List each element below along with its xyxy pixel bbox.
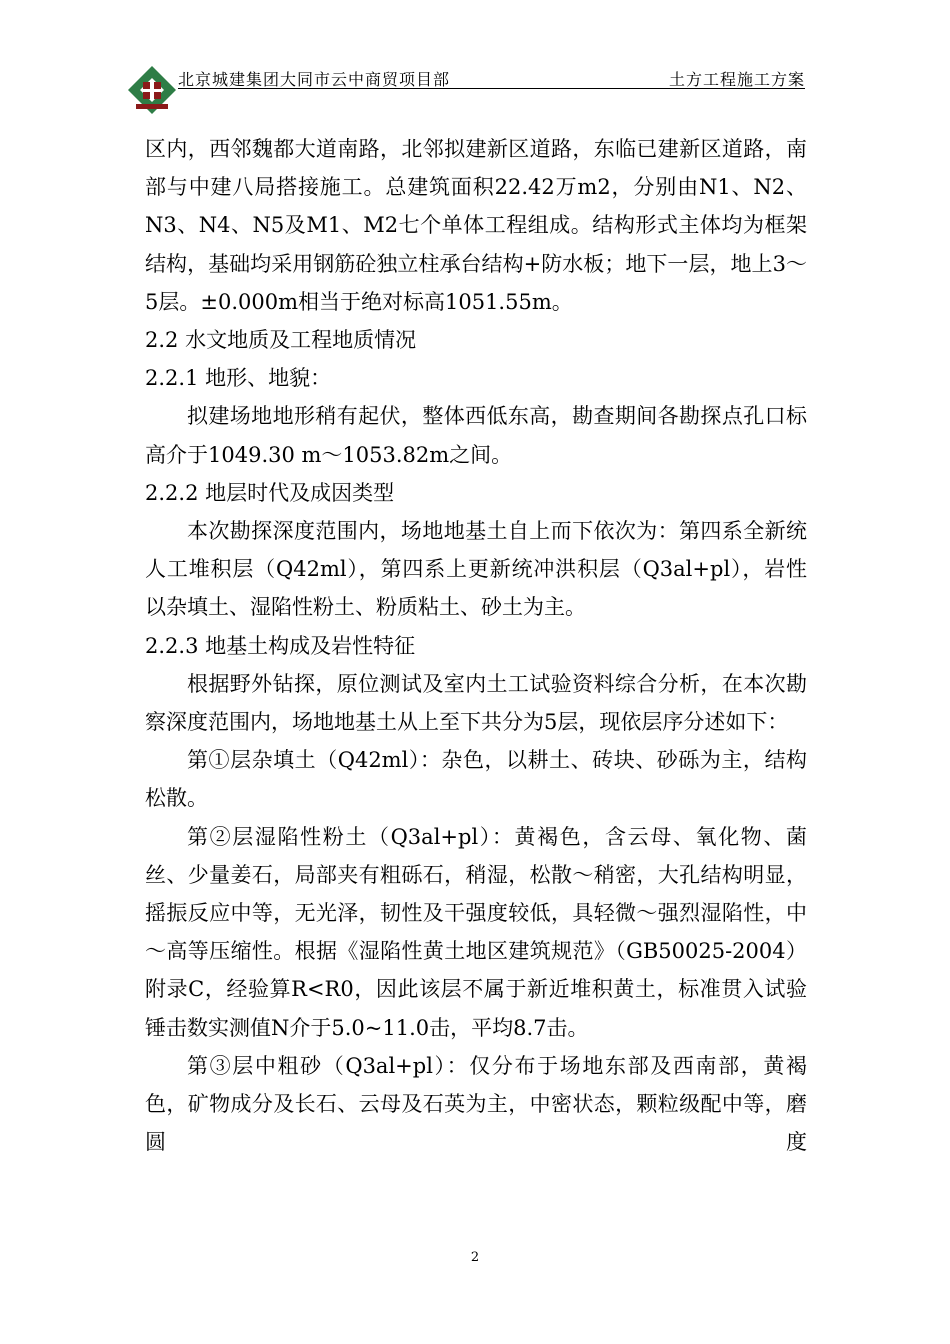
- heading-2-2-2: 2.2.2 地层时代及成因类型: [145, 480, 395, 505]
- header-right-text: 土方工程施工方案: [668, 70, 805, 89]
- page-number: 2: [470, 1250, 480, 1265]
- paragraph-strata-age: 本次勘探深度范围内，场地地基土自上而下依次为：第四系全新统人工堆积层（Q42ml），第四系上更新统冲洪积层（Q3al+pl），岩性以杂填土、湿陷性粉土、粉质粘土、砂土为主。: [145, 519, 807, 620]
- paragraph-layer-2: 第②层湿陷性粉土（Q3al+pl）：黄褐色，含云母、氧化物、菌丝、少量姜石，局部夹有粗砾石，稍湿，松散～稍密，大孔结构明显，摇振反应中等，无光泽，韧性及干强度较低，具轻微～强烈湿陷性，中～高等压缩性。根据《湿陷性黄土地区建筑规范》（GB50025-2004）附录C，经验算R<R0，因此该层不属于新近堆积黄土，标准贯入试验锤击数实测值N介于5.0~11.0击，平均8.7击。: [145, 824, 807, 1040]
- heading-2-2-1: 2.2.1 地形、地貌：: [145, 366, 332, 391]
- paragraph-foundation-intro: 根据野外钻探，原位测试及室内土工试验资料综合分析，在本次勘察深度范围内，场地地基土从上至下共分为5层，现依层序分述如下：: [145, 671, 807, 735]
- header-left-text: 北京城建集团大同市云中商贸项目部: [178, 70, 451, 89]
- body-content: [145, 130, 807, 1161]
- paragraph-layer-1: 第①层杂填土（Q42ml）：杂色，以耕土、砖块、砂砾为主，结构松散。: [145, 748, 807, 811]
- paragraph-terrain: 拟建场地地形稍有起伏，整体西低东高，勘查期间各勘探点孔口标高介于1049.30 m～1053.82m之间。: [145, 404, 807, 467]
- company-logo: [126, 64, 178, 116]
- paragraph-site-location: 区内，西邻魏都大道南路，北邻拟建新区道路，东临已建新区道路，南部与中建八局搭接施工。总建筑面积22.42万m2，分别由N1、N2、N3、N4、N5及M1、M2七个单体工程组成。结构形式主体均为框架结构，基础均采用钢筋砼独立柱承台结构+防水板；地下一层，地上3～5层。±0.000m相当于绝对标高1051.55m。: [145, 137, 807, 314]
- heading-2-2-3: 2.2.3 地基土构成及岩性特征: [145, 633, 416, 658]
- paragraph-layer-3: 第③层中粗砂（Q3al+pl）：仅分布于场地东部及西南部，黄褐色，矿物成分及长石、云母及石英为主，中密状态，颗粒级配中等，磨圆度: [145, 1053, 807, 1155]
- heading-2-2: 2.2 水文地质及工程地质情况: [145, 328, 417, 353]
- header-rule: [178, 88, 805, 89]
